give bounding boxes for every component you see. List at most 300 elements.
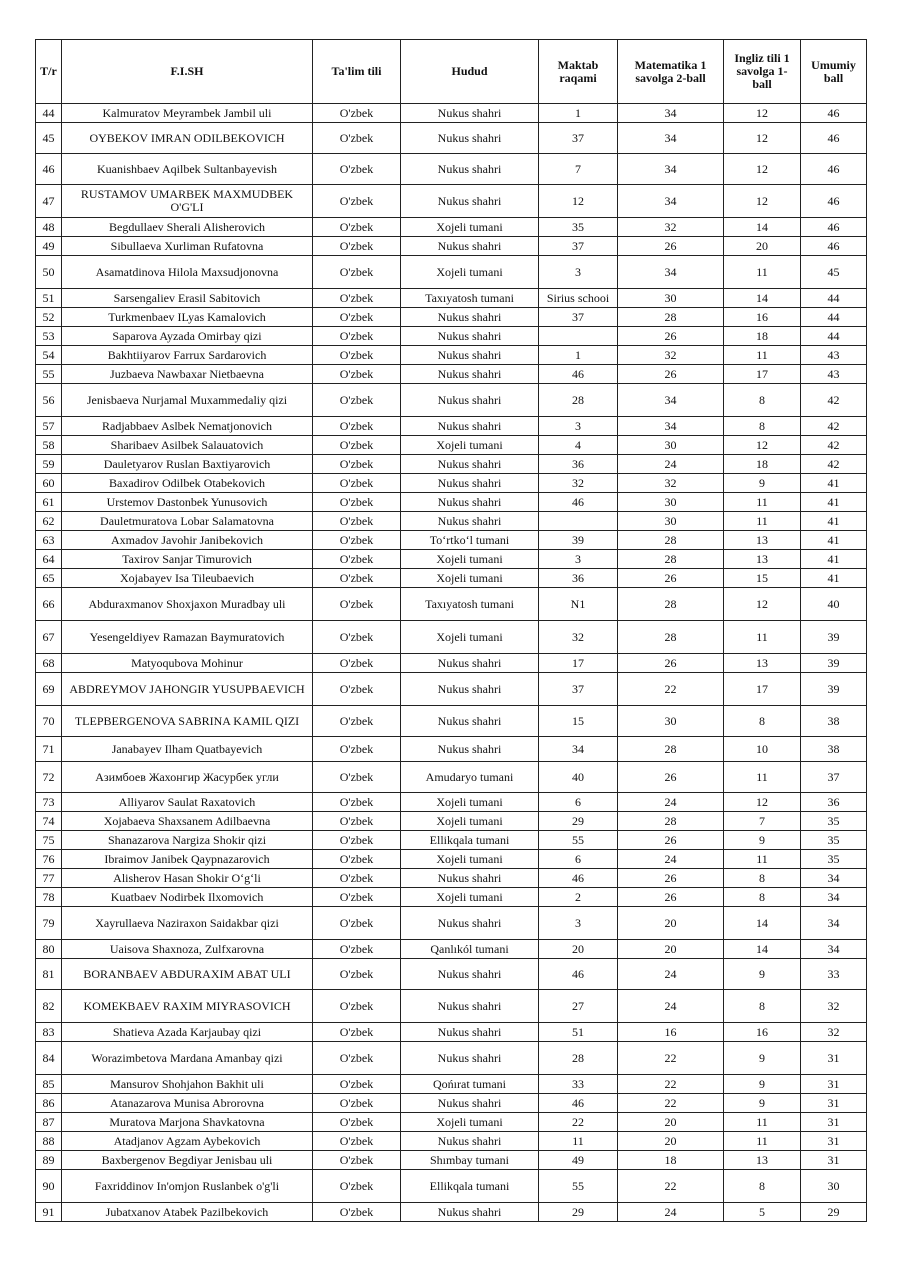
cell-school: 32	[539, 621, 618, 654]
cell-name: Shatieva Azada Karjaubay qizi	[62, 1023, 313, 1042]
cell-total: 35	[801, 812, 867, 831]
cell-math: 24	[618, 850, 724, 869]
cell-name: Kuatbaev Nodirbek Ilxomovich	[62, 888, 313, 907]
cell-region: Nukus shahri	[401, 365, 539, 384]
cell-region: Xojeli tumani	[401, 621, 539, 654]
cell-math: 20	[618, 1113, 724, 1132]
cell-total: 41	[801, 569, 867, 588]
cell-name: Alisherov Hasan Shokir O‘g‘li	[62, 869, 313, 888]
table-row	[36, 123, 867, 154]
cell-name: Asamatdinova Hilola Maxsudjonovna	[62, 256, 313, 289]
cell-num: 86	[36, 1094, 62, 1113]
cell-total: 41	[801, 474, 867, 493]
cell-num: 64	[36, 550, 62, 569]
table-row	[36, 1151, 867, 1170]
cell-school: 12	[539, 185, 618, 218]
cell-math: 18	[618, 1151, 724, 1170]
cell-language: O'zbek	[313, 436, 401, 455]
cell-region: Nukus shahri	[401, 327, 539, 346]
cell-math: 28	[618, 621, 724, 654]
cell-math: 28	[618, 550, 724, 569]
cell-language: O'zbek	[313, 793, 401, 812]
table-row	[36, 1203, 867, 1222]
cell-english: 17	[724, 365, 801, 384]
cell-school: 36	[539, 569, 618, 588]
table-row	[36, 831, 867, 850]
table-row	[36, 474, 867, 493]
cell-language: O'zbek	[313, 154, 401, 185]
cell-math: 26	[618, 365, 724, 384]
table-row	[36, 869, 867, 888]
cell-school: 7	[539, 154, 618, 185]
cell-name: TLEPBERGENOVA SABRINA KAMIL QIZI	[62, 706, 313, 737]
cell-num: 51	[36, 289, 62, 308]
cell-language: O'zbek	[313, 588, 401, 621]
cell-total: 33	[801, 959, 867, 990]
cell-language: O'zbek	[313, 346, 401, 365]
cell-english: 8	[724, 888, 801, 907]
cell-region: Xojeli tumani	[401, 888, 539, 907]
cell-total: 34	[801, 869, 867, 888]
cell-name: Bakhtiiyarov Farrux Sardarovich	[62, 346, 313, 365]
cell-region: Nukus shahri	[401, 512, 539, 531]
cell-language: O'zbek	[313, 327, 401, 346]
cell-total: 43	[801, 346, 867, 365]
cell-name: Baxadirov Odilbek Otabekovich	[62, 474, 313, 493]
cell-math: 30	[618, 706, 724, 737]
cell-school: 32	[539, 474, 618, 493]
header-row	[36, 40, 867, 104]
cell-language: O'zbek	[313, 218, 401, 237]
table-row	[36, 256, 867, 289]
cell-math: 26	[618, 762, 724, 793]
cell-name: Urstemov Dastonbek Yunusovich	[62, 493, 313, 512]
cell-english: 9	[724, 1042, 801, 1075]
cell-language: O'zbek	[313, 365, 401, 384]
cell-english: 8	[724, 384, 801, 417]
cell-english: 13	[724, 1151, 801, 1170]
cell-language: O'zbek	[313, 907, 401, 940]
cell-school: 27	[539, 990, 618, 1023]
cell-num: 80	[36, 940, 62, 959]
cell-total: 39	[801, 654, 867, 673]
table-row	[36, 1132, 867, 1151]
cell-language: O'zbek	[313, 850, 401, 869]
cell-math: 28	[618, 812, 724, 831]
cell-school: 28	[539, 1042, 618, 1075]
cell-name: Jenisbaeva Nurjamal Muxammedaliy qizi	[62, 384, 313, 417]
cell-school: 3	[539, 907, 618, 940]
cell-english: 9	[724, 831, 801, 850]
cell-school: 46	[539, 869, 618, 888]
cell-english: 9	[724, 1094, 801, 1113]
cell-total: 31	[801, 1042, 867, 1075]
cell-total: 34	[801, 940, 867, 959]
cell-english: 18	[724, 327, 801, 346]
cell-region: Shımbay tumani	[401, 1151, 539, 1170]
cell-name: BORANBAEV ABDURAXIM ABAT ULI	[62, 959, 313, 990]
cell-school: 39	[539, 531, 618, 550]
cell-total: 34	[801, 888, 867, 907]
header-math: Matematika 1 savolga 2-ball	[618, 40, 724, 104]
cell-num: 90	[36, 1170, 62, 1203]
cell-language: O'zbek	[313, 869, 401, 888]
table-row	[36, 888, 867, 907]
cell-language: O'zbek	[313, 1094, 401, 1113]
cell-region: Nukus shahri	[401, 185, 539, 218]
cell-name: Dauletyarov Ruslan Baxtiyarovich	[62, 455, 313, 474]
cell-total: 42	[801, 436, 867, 455]
cell-math: 30	[618, 436, 724, 455]
cell-school	[539, 512, 618, 531]
cell-num: 75	[36, 831, 62, 850]
cell-num: 82	[36, 990, 62, 1023]
cell-region: Qońırat tumani	[401, 1075, 539, 1094]
cell-num: 70	[36, 706, 62, 737]
cell-school: 33	[539, 1075, 618, 1094]
header-school: Maktab raqami	[539, 40, 618, 104]
cell-math: 22	[618, 1094, 724, 1113]
cell-num: 66	[36, 588, 62, 621]
cell-total: 29	[801, 1203, 867, 1222]
cell-school: 35	[539, 218, 618, 237]
cell-region: Amudaryo tumani	[401, 762, 539, 793]
cell-name: Dauletmuratova Lobar Salamatovna	[62, 512, 313, 531]
cell-name: Axmadov Javohir Janibekovich	[62, 531, 313, 550]
cell-name: KOMEKBAEV RAXIM MIYRASOVICH	[62, 990, 313, 1023]
cell-num: 74	[36, 812, 62, 831]
cell-num: 54	[36, 346, 62, 365]
cell-language: O'zbek	[313, 308, 401, 327]
cell-region: Nukus shahri	[401, 308, 539, 327]
cell-name: Alliyarov Saulat Raxatovich	[62, 793, 313, 812]
cell-num: 58	[36, 436, 62, 455]
cell-math: 20	[618, 907, 724, 940]
cell-num: 88	[36, 1132, 62, 1151]
cell-num: 67	[36, 621, 62, 654]
cell-math: 34	[618, 384, 724, 417]
cell-school: 40	[539, 762, 618, 793]
cell-region: Nukus shahri	[401, 869, 539, 888]
cell-language: O'zbek	[313, 673, 401, 706]
cell-school: 2	[539, 888, 618, 907]
cell-math: 34	[618, 123, 724, 154]
cell-region: Nukus shahri	[401, 959, 539, 990]
cell-region: Xojeli tumani	[401, 569, 539, 588]
table-row	[36, 1170, 867, 1203]
cell-english: 11	[724, 762, 801, 793]
cell-language: O'zbek	[313, 256, 401, 289]
table-row	[36, 308, 867, 327]
cell-english: 20	[724, 237, 801, 256]
cell-num: 65	[36, 569, 62, 588]
header-language: Ta'lim tili	[313, 40, 401, 104]
cell-name: Abduraxmanov Shoxjaxon Muradbay uli	[62, 588, 313, 621]
cell-math: 22	[618, 673, 724, 706]
cell-school: 37	[539, 673, 618, 706]
cell-math: 34	[618, 256, 724, 289]
cell-region: Xojeli tumani	[401, 812, 539, 831]
cell-total: 46	[801, 154, 867, 185]
cell-school: 11	[539, 1132, 618, 1151]
cell-school: N1	[539, 588, 618, 621]
cell-english: 12	[724, 123, 801, 154]
cell-region: Nukus shahri	[401, 474, 539, 493]
cell-total: 45	[801, 256, 867, 289]
cell-total: 31	[801, 1075, 867, 1094]
table-row	[36, 850, 867, 869]
cell-math: 22	[618, 1170, 724, 1203]
cell-name: Ibraimov Janibek Qaypnazarovich	[62, 850, 313, 869]
header-name: F.I.SH	[62, 40, 313, 104]
cell-language: O'zbek	[313, 1042, 401, 1075]
cell-num: 60	[36, 474, 62, 493]
cell-name: Faxriddinov In'omjon Ruslanbek o'g'li	[62, 1170, 313, 1203]
cell-total: 38	[801, 737, 867, 762]
cell-school: 22	[539, 1113, 618, 1132]
cell-name: Kuanishbaev Aqilbek Sultanbayevish	[62, 154, 313, 185]
cell-region: Nukus shahri	[401, 1132, 539, 1151]
cell-school: 28	[539, 384, 618, 417]
cell-english: 15	[724, 569, 801, 588]
cell-math: 34	[618, 154, 724, 185]
table-row	[36, 1113, 867, 1132]
cell-school: 46	[539, 493, 618, 512]
cell-region: Xojeli tumani	[401, 436, 539, 455]
cell-language: O'zbek	[313, 1203, 401, 1222]
cell-name: Atanazarova Munisa Abrorovna	[62, 1094, 313, 1113]
cell-name: Jubatxanov Atabek Pazilbekovich	[62, 1203, 313, 1222]
cell-total: 31	[801, 1151, 867, 1170]
cell-math: 24	[618, 793, 724, 812]
cell-school: 46	[539, 1094, 618, 1113]
cell-region: Qanlıkól tumani	[401, 940, 539, 959]
cell-english: 16	[724, 1023, 801, 1042]
cell-english: 11	[724, 256, 801, 289]
table-row	[36, 493, 867, 512]
cell-name: Xojabaeva Shaxsanem Adilbaevna	[62, 812, 313, 831]
cell-math: 30	[618, 289, 724, 308]
cell-num: 71	[36, 737, 62, 762]
cell-school: 3	[539, 550, 618, 569]
cell-name: Baxbergenov Begdiyar Jenisbau uli	[62, 1151, 313, 1170]
cell-name: Janabayev Ilham Quatbayevich	[62, 737, 313, 762]
cell-name: Shanazarova Nargiza Shokir qizi	[62, 831, 313, 850]
cell-region: Xojeli tumani	[401, 793, 539, 812]
cell-language: O'zbek	[313, 831, 401, 850]
cell-num: 83	[36, 1023, 62, 1042]
table-row	[36, 569, 867, 588]
cell-region: Nukus shahri	[401, 104, 539, 123]
table-row	[36, 990, 867, 1023]
results-table	[35, 39, 867, 1222]
cell-total: 42	[801, 384, 867, 417]
cell-region: Xojeli tumani	[401, 218, 539, 237]
cell-num: 57	[36, 417, 62, 436]
cell-num: 85	[36, 1075, 62, 1094]
cell-math: 30	[618, 512, 724, 531]
cell-english: 8	[724, 990, 801, 1023]
cell-name: OYBEKOV IMRAN ODILBEKOVICH	[62, 123, 313, 154]
cell-english: 11	[724, 1113, 801, 1132]
cell-math: 28	[618, 737, 724, 762]
cell-name: Xojabayev Isa Tileubaevich	[62, 569, 313, 588]
cell-total: 34	[801, 907, 867, 940]
cell-language: O'zbek	[313, 185, 401, 218]
header-english: Ingliz tili 1 savolga 1-ball	[724, 40, 801, 104]
cell-name: Begdullaev Sherali Alisherovich	[62, 218, 313, 237]
cell-english: 11	[724, 346, 801, 365]
cell-name: Worazimbetova Mardana Amanbay qizi	[62, 1042, 313, 1075]
table-row	[36, 1023, 867, 1042]
cell-english: 13	[724, 550, 801, 569]
cell-num: 87	[36, 1113, 62, 1132]
cell-language: O'zbek	[313, 417, 401, 436]
table-row	[36, 907, 867, 940]
cell-total: 42	[801, 455, 867, 474]
cell-language: O'zbek	[313, 123, 401, 154]
cell-name: Taxirov Sanjar Timurovich	[62, 550, 313, 569]
cell-math: 24	[618, 990, 724, 1023]
cell-language: O'zbek	[313, 237, 401, 256]
cell-num: 89	[36, 1151, 62, 1170]
cell-english: 14	[724, 940, 801, 959]
cell-school: 46	[539, 959, 618, 990]
cell-school: 3	[539, 256, 618, 289]
cell-num: 50	[36, 256, 62, 289]
cell-math: 20	[618, 940, 724, 959]
cell-num: 91	[36, 1203, 62, 1222]
cell-school: 6	[539, 850, 618, 869]
cell-math: 26	[618, 888, 724, 907]
table-row	[36, 1042, 867, 1075]
cell-name: Азимбоев Жахонгир Жасурбек угли	[62, 762, 313, 793]
cell-school: 46	[539, 365, 618, 384]
cell-language: O'zbek	[313, 706, 401, 737]
cell-region: Nukus shahri	[401, 493, 539, 512]
cell-region: Nukus shahri	[401, 990, 539, 1023]
cell-region: Taxıyatosh tumani	[401, 588, 539, 621]
cell-school: 55	[539, 1170, 618, 1203]
cell-language: O'zbek	[313, 1113, 401, 1132]
cell-english: 12	[724, 588, 801, 621]
cell-total: 35	[801, 850, 867, 869]
cell-name: RUSTAMOV UMARBEK MAXMUDBEK O'G'LI	[62, 185, 313, 218]
cell-name: Sibullaeva Xurliman Rufatovna	[62, 237, 313, 256]
cell-total: 44	[801, 327, 867, 346]
cell-english: 18	[724, 455, 801, 474]
cell-num: 52	[36, 308, 62, 327]
cell-english: 12	[724, 154, 801, 185]
cell-total: 40	[801, 588, 867, 621]
cell-english: 11	[724, 621, 801, 654]
cell-region: Xojeli tumani	[401, 550, 539, 569]
cell-language: O'zbek	[313, 762, 401, 793]
cell-num: 62	[36, 512, 62, 531]
table-row	[36, 512, 867, 531]
cell-math: 26	[618, 327, 724, 346]
table-row	[36, 346, 867, 365]
cell-total: 41	[801, 531, 867, 550]
cell-math: 30	[618, 493, 724, 512]
cell-school: 20	[539, 940, 618, 959]
cell-num: 69	[36, 673, 62, 706]
cell-school: 49	[539, 1151, 618, 1170]
header-region: Hudud	[401, 40, 539, 104]
table-row	[36, 436, 867, 455]
cell-english: 9	[724, 1075, 801, 1094]
cell-total: 46	[801, 185, 867, 218]
cell-region: Nukus shahri	[401, 346, 539, 365]
cell-english: 13	[724, 654, 801, 673]
cell-num: 77	[36, 869, 62, 888]
table-row	[36, 793, 867, 812]
cell-region: Nukus shahri	[401, 1094, 539, 1113]
cell-total: 41	[801, 512, 867, 531]
cell-english: 10	[724, 737, 801, 762]
cell-language: O'zbek	[313, 812, 401, 831]
cell-math: 24	[618, 959, 724, 990]
cell-num: 68	[36, 654, 62, 673]
cell-math: 26	[618, 654, 724, 673]
cell-total: 46	[801, 237, 867, 256]
cell-num: 47	[36, 185, 62, 218]
cell-total: 46	[801, 218, 867, 237]
cell-english: 14	[724, 907, 801, 940]
cell-english: 16	[724, 308, 801, 327]
cell-english: 8	[724, 1170, 801, 1203]
cell-name: Atadjanov Agzam Aybekovich	[62, 1132, 313, 1151]
table-row	[36, 104, 867, 123]
cell-language: O'zbek	[313, 550, 401, 569]
cell-num: 63	[36, 531, 62, 550]
cell-total: 36	[801, 793, 867, 812]
cell-english: 8	[724, 706, 801, 737]
cell-total: 32	[801, 1023, 867, 1042]
cell-language: O'zbek	[313, 289, 401, 308]
cell-region: Nukus shahri	[401, 154, 539, 185]
table-row	[36, 185, 867, 218]
cell-total: 38	[801, 706, 867, 737]
table-row	[36, 673, 867, 706]
cell-math: 26	[618, 569, 724, 588]
cell-num: 48	[36, 218, 62, 237]
cell-total: 41	[801, 493, 867, 512]
cell-school	[539, 327, 618, 346]
cell-total: 44	[801, 308, 867, 327]
table-row	[36, 621, 867, 654]
cell-region: Nukus shahri	[401, 706, 539, 737]
cell-region: Nukus shahri	[401, 384, 539, 417]
cell-language: O'zbek	[313, 654, 401, 673]
table-row	[36, 384, 867, 417]
cell-school: 37	[539, 237, 618, 256]
cell-school: 15	[539, 706, 618, 737]
cell-language: O'zbek	[313, 104, 401, 123]
cell-num: 55	[36, 365, 62, 384]
cell-math: 28	[618, 588, 724, 621]
cell-english: 11	[724, 493, 801, 512]
cell-language: O'zbek	[313, 455, 401, 474]
table-row	[36, 289, 867, 308]
cell-num: 46	[36, 154, 62, 185]
table-row	[36, 237, 867, 256]
cell-num: 56	[36, 384, 62, 417]
cell-total: 46	[801, 123, 867, 154]
cell-region: Ellikqala tumani	[401, 831, 539, 850]
cell-math: 24	[618, 455, 724, 474]
cell-english: 8	[724, 869, 801, 888]
